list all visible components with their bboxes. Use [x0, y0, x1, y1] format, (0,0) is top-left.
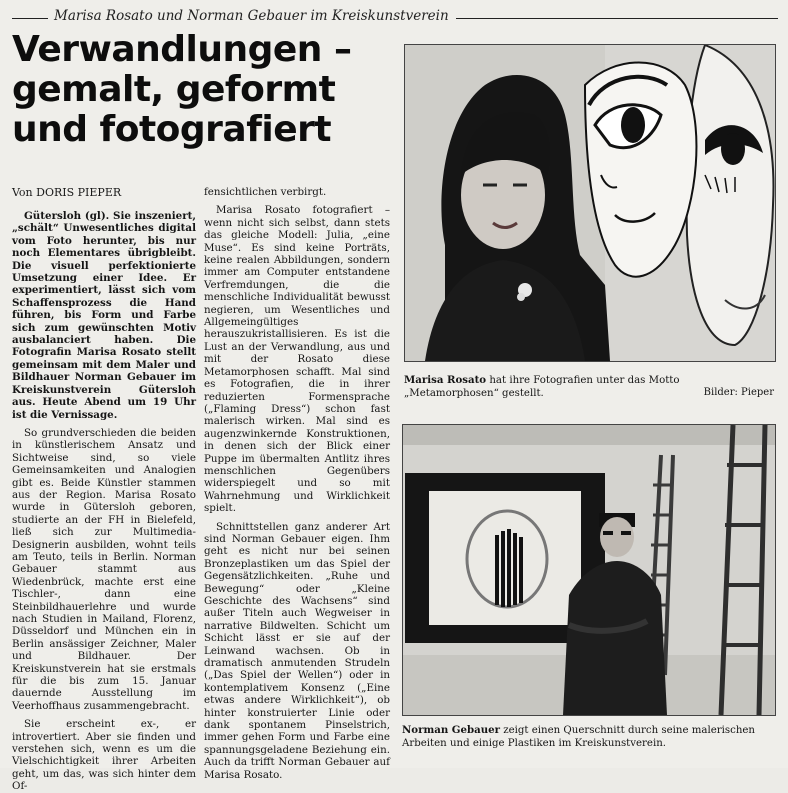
body-paragraph: fensichtlichen verbirgt. — [204, 186, 327, 198]
article-column-1 — [12, 210, 196, 793]
photo-caption-gebauer — [402, 724, 776, 750]
body-paragraph: Marisa Rosato fotografiert – wenn nicht sich selbst, dann stets das gleiche Modell: Julia, „eine Muse“. Es sind keine Porträts, keine realen Abbildungen, sondern immer am Computer entstandene Verfremdungen, die die menschliche Individualität bewusst negieren, um Wesentliches und Allgemeingültiges herauszukristallisieren. Es ist die Lust an der Verwandlung, aus und mit der Rosato diese Metamorphosen schafft. Mal sind es Fotografien, die in ihrer reduzierten Formensprache („Flaming Dress“) schon fast malerisch wirken. Mal sind es augenzwinkernde Konstruktionen, in denen sich der Blick einer Puppe im übermalten Antlitz ihres menschlichen Gegenübers widerspiegelt und so mit Wahrnehmung und Wirklichkeit spielt. — [204, 204, 390, 515]
photo-marisa-rosato-image — [405, 45, 775, 361]
photo-norman-gebauer-image — [403, 425, 775, 715]
caption-name: Marisa Rosato — [404, 374, 487, 386]
kicker-rule-left — [12, 18, 48, 19]
headline-line-1: Verwandlungen – — [12, 29, 352, 70]
body-paragraph: Schnittstellen ganz anderer Art sind Norman Gebauer eigen. Ihm geht es nicht nur bei seinen Bronzeplastiken um das Spiel der Gegensätzlichkeiten. „Ruhe und Bewegung“ oder „Kleine Geschichte des Wachsens“ sind außer Titeln auch Wegweiser in narrative Bildwelten. Schicht um Schicht lässt er sie auf der Leinwand wachsen. Ob in dramatisch anmutenden Strudeln („Das Spiel der Wellen“) oder in kontemplativem Konsenz („Eine etwas andere Wirklichkeit“), ob hinter konstruierter Linie oder dank spontanem Pinselstrich, immer gehen Form und Farbe eine spannungsgeladene Beziehung ein. Auch da trifft Norman Gebauer auf Marisa Rosato. — [204, 520, 390, 781]
body-paragraph: So grundverschieden die beiden in künstlerischem Ansatz und Sichtweise sind, so viele Gemeinsamkeiten und Analogien gibt es. Beide Künstler stammen aus der Region. Marisa Rosato wurde in Gütersloh geboren, studierte an der FH in Bielefeld, ließ sich zur Multimedia-Designerin ausbilden, wohnt teils am Teuto, teils in Berlin. Norman Gebauer stammt aus Wiedenbrück, machte erst eine Tischler-, dann eine Steinbildhauerlehre und wurde nach Studien in Mailand, Florenz, Düsseldorf und München ein in Berlin ansässiger Zeichner, Maler und Bildhauer. Der Kreiskunstverein hat sie erstmals für die bis zum 15. Januar dauernde Ausstellung im Veerhoffhaus zusammengebracht. — [12, 426, 196, 712]
caption-text: zeigt einen Querschnitt durch seine malerischen Arbeiten und einige Plastiken im Kreiskunstverein. — [402, 725, 755, 749]
headline-line-3: und fotografiert — [12, 109, 332, 150]
kicker-rule-right — [456, 18, 778, 19]
kicker: Marisa Rosato und Norman Gebauer im Kreiskunstverein — [54, 8, 449, 24]
photo-norman-gebauer — [402, 424, 776, 716]
caption-name: Norman Gebauer — [402, 724, 500, 736]
headline — [12, 30, 402, 150]
article-column-2 — [204, 186, 390, 781]
caption-text: hat ihre Fotografien unter das Motto „Metamorphosen“ gestellt. — [404, 375, 680, 399]
lead-paragraph: Gütersloh (gl). Sie inszeniert, „schält“ Unwesentliches digital vom Foto herunter, bis nur noch Elementares übrigbleibt. Die visuell perfektionierte Umsetzung einer Idee. Er experimentiert, lässt sich vom Schaffensprozess die Hand führen, bis Form und Farbe sich zum gewünschten Motiv ausbalanciert haben. Die Fotografin Marisa Rosato stellt gemeinsam mit dem Maler und Bildhauer Norman Gebauer im Kreiskunstverein Gütersloh aus. Heute Abend um 19 Uhr ist die Vernissage. — [12, 210, 196, 421]
byline: Von DORIS PIEPER — [12, 186, 122, 199]
headline-line-2: gemalt, geformt — [12, 69, 336, 110]
photo-credit: Bilder: Pieper — [703, 387, 774, 398]
body-paragraph: Sie erscheint ex-, er introvertiert. Aber sie finden und verstehen sich, wenn es um die Vielschichtigkeit ihrer Arbeiten geht, um das, was sich hinter dem Of- — [12, 718, 196, 793]
photo-marisa-rosato — [404, 44, 776, 362]
